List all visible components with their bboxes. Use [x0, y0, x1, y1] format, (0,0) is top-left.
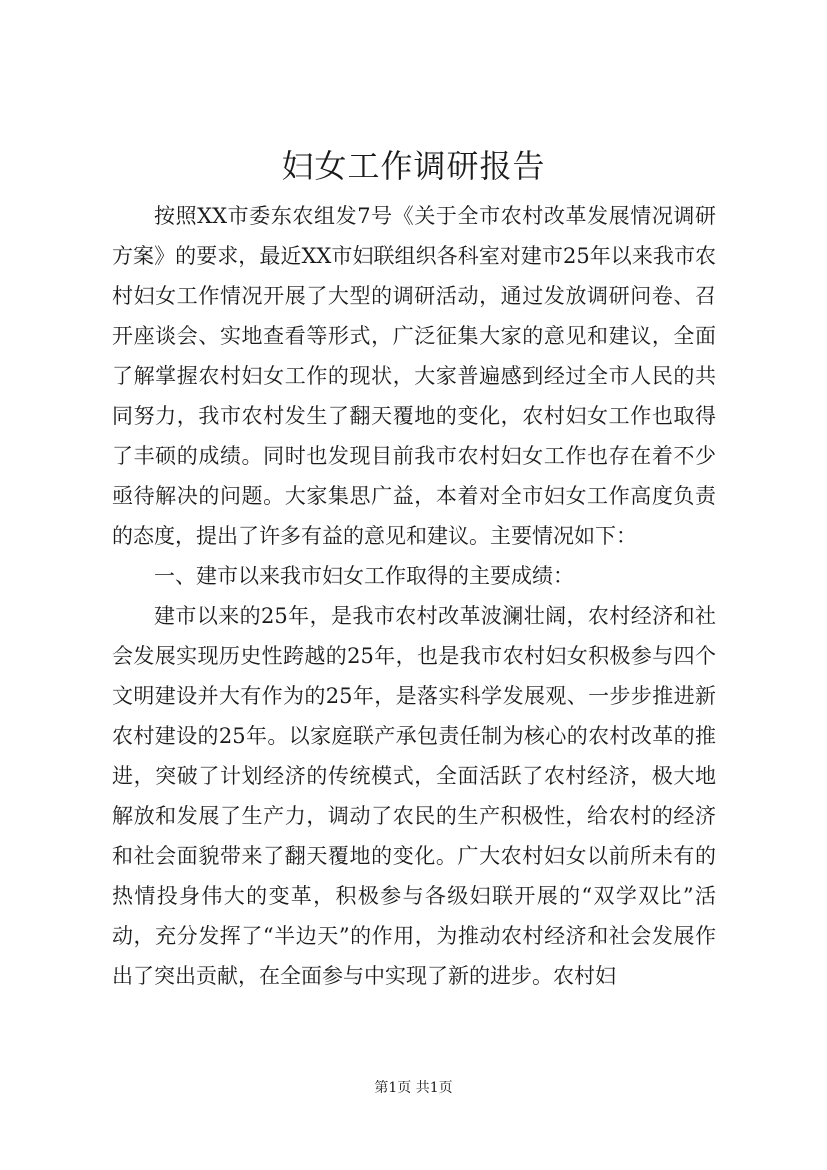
paragraph-achievements: 建市以来的25年，是我市农村改革波澜壮阔，农村经济和社会发展实现历史性跨越的25年，也是我市农村妇女积极参与四个文明建设并大有作为的25年，是落实科学发展观、一步步推进新农村建设的25年。以家庭联产承包责任制为核心的农村改革的推进，突破了计划经济的传统模式，全面活跃了农村经济，极大地解放和发展了生产力，调动了农民的生产积极性，给农村的经济和社会面貌带来了翻天覆地的变化。广大农村妇女以前所未有的热情投身伟大的变革，积极参与各级妇联开展的“双学双比”活动，充分发挥了“半边天”的作用，为推动农村经济和社会发展作出了突出贡献，在全面参与中实现了新的进步。农村妇: [112, 604, 716, 988]
document-body: [112, 196, 716, 996]
document-title: 妇女工作调研报告: [281, 147, 546, 185]
page-footer: 第1页 共1页: [374, 1080, 453, 1096]
paragraph-section-heading: 一、建市以来我市妇女工作取得的主要成绩：: [154, 564, 574, 588]
paragraph-intro: 按照XX市委东农组发7号《关于全市农村改革发展情况调研方案》的要求，最近XX市妇联组织各科室对建市25年以来我市农村妇女工作情况开展了大型的调研活动，通过发放调研问卷、召开座谈会、实地查看等形式，广泛征集大家的意见和建议，全面了解掌握农村妇女工作的现状，大家普遍感到经过全市人民的共同努力，我市农村发生了翻天覆地的变化，农村妇女工作也取得了丰硕的成绩。同时也发现目前我市农村妇女工作也存在着不少亟待解决的问题。大家集思广益，本着对全市妇女工作高度负责的态度，提出了许多有益的意见和建议。主要情况如下：: [112, 204, 716, 548]
